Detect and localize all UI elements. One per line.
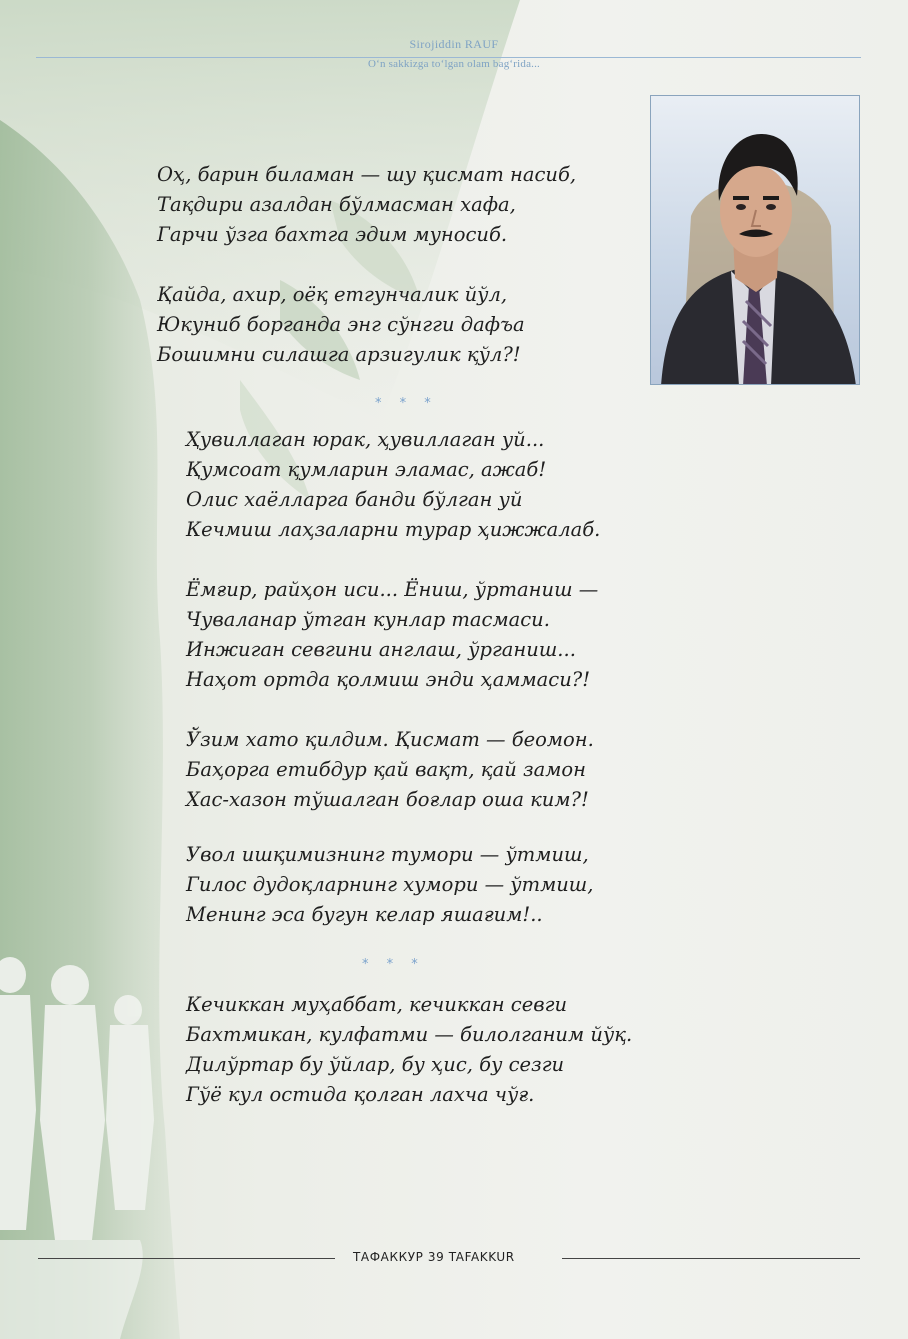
running-head (0, 37, 908, 70)
author-name: Sirojiddin RAUF (409, 37, 499, 51)
verse-line: Гўё кул остида қолган лахча чўғ. (186, 1083, 535, 1106)
verse-line: Бахтмикан, кулфатми — билолганим йўқ. (186, 1023, 633, 1046)
footer-page-label: ТАФАККУР 39 TAFAKKUR (353, 1250, 515, 1264)
verse-line: Гарчи ўзга бахтга эдим муносиб. (157, 223, 508, 246)
verse-line: Ёмғир, райҳон иси... Ёниш, ўртаниш — (186, 578, 599, 601)
verse-line: Менинг эса бугун келар яшағим!.. (186, 903, 543, 926)
poem-2-stanza-4 (186, 840, 593, 930)
verse-line: Ҳувиллаган юрак, ҳувиллаган уй... (186, 428, 545, 451)
verse-line: Гилос дудоқларнинг хумори — ўтмиш, (186, 873, 594, 896)
verse-line: Инжиган севгини англаш, ўрганиш... (186, 638, 576, 661)
verse-line: Хас-хазон тўшалган боғлар оша ким?! (186, 788, 589, 811)
verse-line: Қумсоат қумларин эламас, ажаб! (186, 458, 547, 481)
poem-1-stanza-1 (157, 160, 576, 250)
verse-line: Кечмиш лаҳзаларни турар ҳижжалаб. (186, 518, 601, 541)
verse-line: Ўзим хато қилдим. Қисмат — беомон. (186, 728, 594, 751)
verse-line: Наҳот ортда қолмиш энди ҳаммаси?! (186, 668, 591, 691)
poem-2-stanza-3 (186, 725, 594, 815)
header-rule (36, 57, 861, 58)
verse-line: Юкуниб борганда энг сўнгги дафъа (157, 313, 525, 336)
section-separator: * * * (362, 957, 425, 972)
verse-line: Бошимни силашга арзигулик қўл?! (157, 343, 521, 366)
verse-line: Увол ишқимизнинг тумори — ўтмиш, (186, 843, 589, 866)
verse-line: Оҳ, барин биламан — шу қисмат насиб, (157, 163, 577, 186)
poem-1-stanza-2 (157, 280, 525, 370)
poem-3-stanza-1 (186, 990, 632, 1110)
verse-line: Баҳорга етибдур қай вақт, қай замон (186, 758, 586, 781)
footer-rule-left (38, 1258, 335, 1259)
verse-line: Олис хаёлларга банди бўлган уй (186, 488, 523, 511)
footer-rule-right (562, 1258, 860, 1259)
collection-subtitle: O‘n sakkizga to‘lgan olam bag‘rida... (367, 58, 541, 70)
author-portrait-photo (650, 95, 860, 385)
poem-2-stanza-1 (186, 425, 600, 545)
verse-line: Чуваланар ўтган кунлар тасмаси. (186, 608, 550, 631)
section-separator: * * * (375, 396, 438, 411)
verse-line: Дилўртар бу ўйлар, бу ҳис, бу сезги (186, 1053, 565, 1076)
poem-2-stanza-2 (186, 575, 598, 695)
verse-line: Тақдири азалдан бўлмасман хафа, (157, 193, 516, 216)
verse-line: Қайда, ахир, оёқ етгунчалик йўл, (157, 283, 508, 306)
portrait-photo-icon (651, 96, 860, 385)
verse-line: Кечиккан муҳаббат, кечиккан севги (186, 993, 568, 1016)
